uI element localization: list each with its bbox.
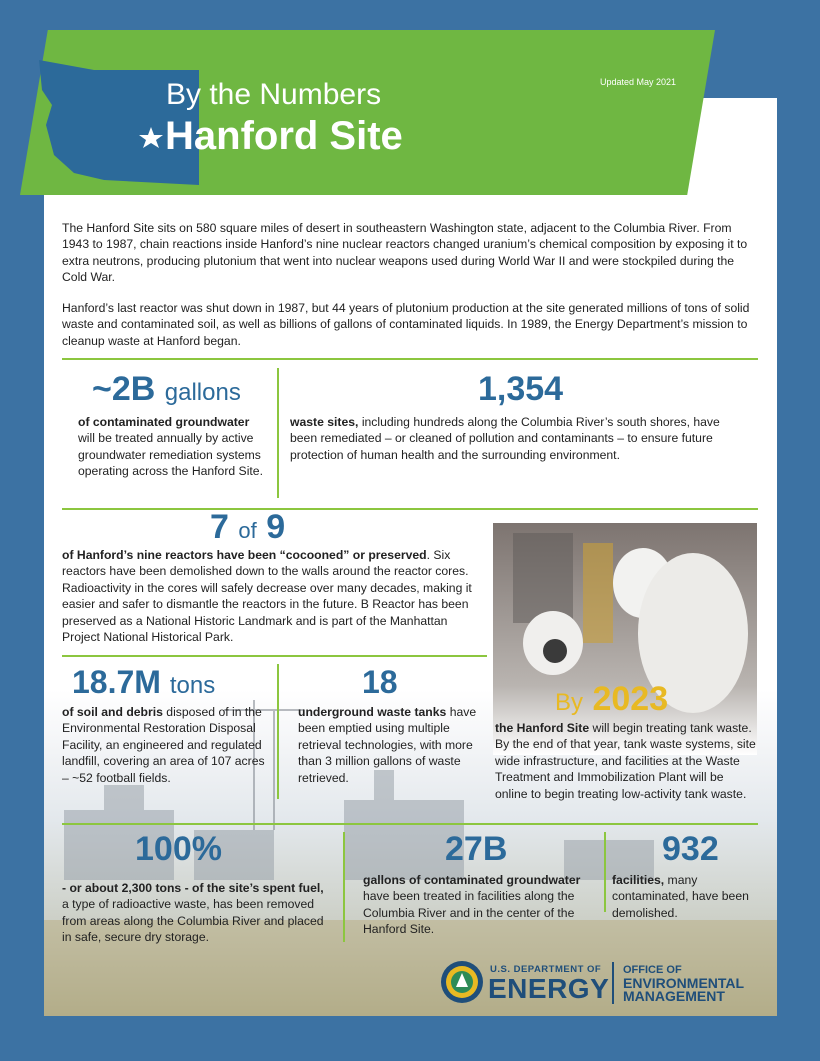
stat-body: will be treated annually by active groundwater remediation systems operating across the Hanford Site. — [78, 431, 263, 479]
stat-groundwater-text — [78, 414, 268, 480]
footer-logos — [440, 960, 760, 1006]
stat-body: have been emptied using multiple retrieval technologies, with more than 3 million gallons of waste retrieved. — [298, 705, 477, 785]
stat-value-a: 7 — [210, 508, 229, 546]
em-line-2: ENVIRONMENTAL — [623, 975, 745, 991]
stat-bold: facilities, — [612, 873, 665, 887]
intro-paragraph-1: The Hanford Site sits on 580 square miles of desert in southeastern Washington state, adjacent to the Columbia River. From 1943 to 1987, chain reactions inside Hanford’s nine nuclear reactors changed uranium’s chemical composition by exposing it to extra neutrons, producing plutonium that went into nuclear weapons used during World War II and were stockpiled during the Cold War. — [62, 221, 748, 285]
stat-reactors-number — [210, 508, 285, 547]
stat-value: ~2B — [92, 370, 156, 408]
stat-year-number — [555, 680, 668, 719]
stat-bold: underground waste tanks — [298, 705, 447, 719]
stat-bold: - or about 2,300 tons - of the site’s spent fuel, — [62, 881, 324, 895]
divider — [277, 368, 279, 498]
divider — [343, 832, 345, 942]
stat-groundwater-number — [92, 370, 241, 409]
stat-year-text — [495, 720, 757, 802]
divider — [277, 664, 279, 799]
updated-date: Updated May 2021 — [600, 77, 677, 87]
logo-divider — [612, 962, 614, 1004]
stat-body: many contaminated, have been demolished. — [612, 873, 749, 920]
title-line-1: By the Numbers — [166, 78, 382, 111]
stat-treated-text — [363, 872, 593, 938]
stat-fuel-text — [62, 880, 332, 946]
stat-value-b: 9 — [266, 508, 286, 546]
stat-sites-number: 1,354 — [478, 370, 564, 408]
stat-bold: gallons of contaminated groundwater — [363, 873, 581, 887]
divider — [62, 358, 758, 360]
stat-value: 18.7M — [72, 664, 161, 700]
stat-facilities-number: 932 — [662, 830, 719, 868]
stat-bold: of Hanford’s nine reactors have been “cocooned” or preserved — [62, 548, 427, 562]
doe-small-text: U.S. DEPARTMENT OF — [490, 964, 602, 975]
doe-energy-text: ENERGY — [488, 973, 610, 1004]
stat-body: . Six reactors have been demolished down to the walls around the reactor cores. Radioactivity in the cores will safely decrease over many decades, making it easier and safer to dismantle the reactors in the future. B Reactor has been preserved as a National Historic Landmark and is part of the Manhattan Project National Historical Park. — [62, 548, 472, 645]
stat-body: have been treated in facilities along the Columbia River and in the center of the Hanford Site. — [363, 889, 575, 937]
stat-tanks-text — [298, 704, 483, 786]
stat-bold: of contaminated groundwater — [78, 415, 250, 429]
stat-bold: of soil and debris — [62, 705, 163, 719]
doe-seal-icon — [440, 960, 484, 1004]
stat-unit: tons — [169, 672, 216, 699]
stat-bold: the Hanford Site — [495, 721, 590, 735]
stat-value: 2023 — [592, 680, 669, 718]
stat-sites-text — [290, 414, 740, 463]
divider — [604, 832, 606, 912]
stat-body: including hundreds along the Columbia River’s south shores, have been remediated – or cleaned of pollution and contaminants – to ensure future protection of human health and the surrounding environment. — [290, 415, 720, 462]
stat-tanks-number: 18 — [362, 664, 398, 700]
divider — [62, 508, 758, 510]
stat-treated-number: 27B — [445, 830, 508, 868]
stat-fuel-number: 100% — [135, 830, 222, 868]
stat-body: will begin treating tank waste. By the end of that year, tank waste systems, site wide infrastructure, and facilities at the Waste Treatment and Immobilization Plant will be online to begin treating low-activity tank waste. — [495, 721, 756, 801]
intro-paragraph-2: Hanford’s last reactor was shut down in 1987, but 44 years of plutonium production at the site generated millions of tons of solid waste and contaminated soil, as well as billions of gallons of contaminated liquids. In 1989, the Energy Department’s mission to cleanup waste at Hanford began. — [62, 301, 750, 348]
stat-body: a type of radioactive waste, has been removed from areas along the Columbia River and placed in safe, secure dry storage. — [62, 897, 324, 945]
stat-body: disposed of in the Environmental Restoration Disposal Facility, an engineered and regulated landfill, covering an area of 107 acres – ~52 football fields. — [62, 705, 265, 785]
stat-prefix: By — [555, 689, 584, 716]
stat-reactors-text — [62, 547, 487, 646]
title-line-2: Hanford Site — [165, 114, 403, 158]
stat-unit: gallons — [164, 379, 241, 406]
em-line-3: MANAGEMENT — [623, 988, 725, 1004]
em-line-1: OFFICE OF — [623, 964, 682, 976]
stat-soil-text — [62, 704, 272, 786]
stat-bold: waste sites, — [290, 415, 359, 429]
stat-soil-number — [72, 664, 215, 701]
stat-of: of — [238, 518, 257, 543]
divider — [62, 655, 487, 657]
stat-facilities-text — [612, 872, 762, 921]
divider — [62, 823, 758, 825]
